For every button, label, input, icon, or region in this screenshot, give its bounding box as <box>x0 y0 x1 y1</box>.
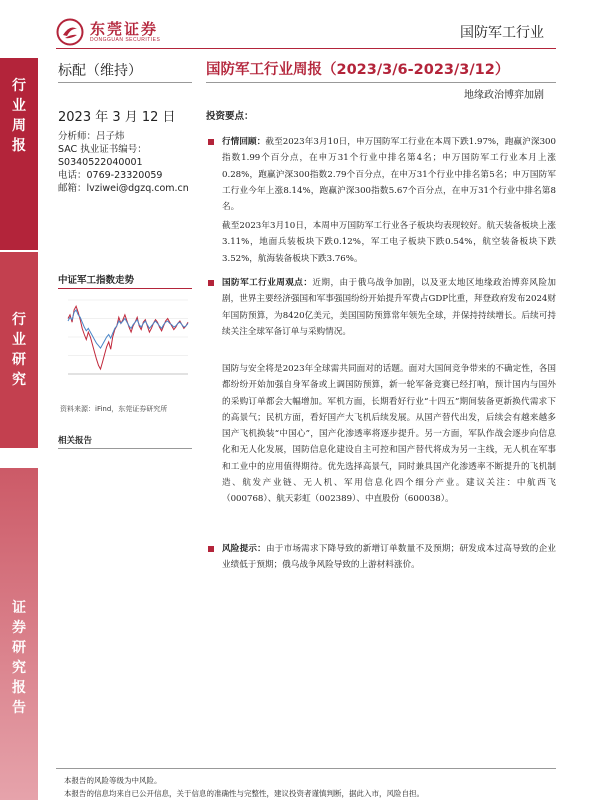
title-divider <box>206 82 556 83</box>
bullet-weekly-view <box>208 275 556 340</box>
sac-number: S0340522040001 <box>58 157 143 168</box>
footer-divider <box>56 768 556 769</box>
chart-series-line-2 <box>68 310 188 348</box>
sidebar-label-research: 行业研究 <box>12 312 26 388</box>
header-divider <box>56 48 556 49</box>
bullet-text: 近期，由于俄乌战争加剧，以及亚太地区地缘政治博弈风险加剧，世界主要经济强国和军事强国纷纷开始提升军费占GDP比重，拜登政府发布2024财年国防预算，为8420亿美元，美国国防预算常年领先全球，并保持持续增长。后续可持续关注全球军备订单与采购情况。 <box>222 278 556 337</box>
report-subtitle: 地缘政治博弈加剧 <box>464 90 544 101</box>
key-points-label: 投资要点： <box>206 111 254 122</box>
report-title: 国防军工行业周报（2023/3/6-2023/3/12） <box>206 62 510 78</box>
chart-divider <box>58 288 192 289</box>
divider <box>58 448 192 449</box>
bullet-text: 截至2023年3月10日，申万国防军工行业在本周下跌1.97%，跑赢沪深300指数1.99个百分点，在申万31个行业中排名第4名；申万国防军工行业本月上涨0.28%，跑赢沪深300指数2.79个百分点，在申万31个行业中排名第5名；申万国防军工行业今年上涨8.14%，跑赢沪深300指数5.67个百分点，在申万31个行业中排名第8名。 <box>222 137 556 213</box>
logo <box>56 18 160 46</box>
bullet-lead: 行情回顾： <box>222 137 266 147</box>
index-trend-chart <box>58 294 192 386</box>
bullet-square-icon <box>208 546 214 552</box>
bullet-market-review <box>208 134 556 215</box>
sidebar-section-report <box>0 468 38 800</box>
chart-title: 中证军工指数走势 <box>58 275 135 286</box>
analyst-info <box>58 130 189 195</box>
risk-level-note: 本报告的风险等级为中风险。 <box>64 776 162 785</box>
sidebar-section-weekly <box>0 58 38 250</box>
divider <box>58 82 192 83</box>
sac-label: SAC 执业证书编号： <box>58 144 147 155</box>
chart-source: 资料来源：iFind，东莞证券研究所 <box>60 405 168 413</box>
analyst-phone: 电话：0769-23320059 <box>58 170 163 181</box>
report-date: 2023 年 3 月 12 日 <box>58 110 176 125</box>
industry-label: 国防军工行业 <box>460 25 544 41</box>
logo-name: 东莞证券 <box>90 19 159 38</box>
bullet-lead: 风险提示： <box>222 544 266 554</box>
bullet-square-icon <box>208 139 214 145</box>
bullet-square-icon <box>208 280 214 286</box>
logo-name-en: DONGGUAN SECURITIES <box>90 36 161 43</box>
sidebar-section-research <box>0 252 38 448</box>
rating: 标配（维持） <box>58 63 142 79</box>
bullet-lead: 国防军工行业周观点： <box>222 278 313 288</box>
disclaimer-note: 本报告的信息均来自已公开信息，关于信息的准确性与完整性，建议投资者谨慎判断，据此入市，风险自担。 <box>64 789 424 798</box>
sidebar-label-weekly: 行业周报 <box>12 78 26 154</box>
footer-disclaimer <box>64 774 424 800</box>
sidebar-label-report: 证券研究报告 <box>12 600 26 716</box>
paragraph-outlook: 国防与安全将是2023年全球需共同面对的话题。面对大国间竞争带来的不确定性，各国都纷纷开始加强自身军备或上调国防预算，新一轮军备竞赛已经打响，预计国内与国外的采购订单都会大幅增加。军机方面，长期看好行业“十四五”期间装备更新换代需求下的高景气；民机方面，看好国产大飞机后续发展。从国产替代出发，后续会有越来越多国产飞机换装“中国心”，国产化渗透率将逐步提升。另一方面，军队作战会逐步向信息化和无人化发展，国防信息化建设自主可控和国产替代将成为另一主线，无人机在军事和工业中的应用值得期待。优先选择高景气，同时兼具国产化渗透率不断提升的飞机制造、航发产业链、无人机、军用信息化四个细分产业。建议关注：中航西飞（000768）、航天彩虹（002389）、中直股份（600038）。 <box>222 364 556 505</box>
analyst-name: 分析师：吕子炜 <box>58 131 125 142</box>
paragraph-subsectors: 截至2023年3月10日，本周申万国防军工行业各子板块均表现较好。航天装备板块上涨3.11%，地面兵装板块下跌0.12%，军工电子板块下跌0.54%，航空装备板块下跌3.52%，航海装备板块下跌3.76%。 <box>222 221 556 264</box>
logo-mark-icon <box>56 18 84 46</box>
analyst-email[interactable]: 邮箱：lvziwei@dgzq.com.cn <box>58 183 189 194</box>
related-reports-title: 相关报告 <box>58 436 93 446</box>
bullet-text: 由于市场需求下降导致的新增订单数量不及预期；研发成本过高导致的企业业绩低于预期；俄乌战争风险导致的上游材料涨价。 <box>222 544 556 571</box>
chart-series-line-1 <box>68 306 188 369</box>
bullet-risk <box>208 541 556 574</box>
sidebar <box>0 58 38 800</box>
